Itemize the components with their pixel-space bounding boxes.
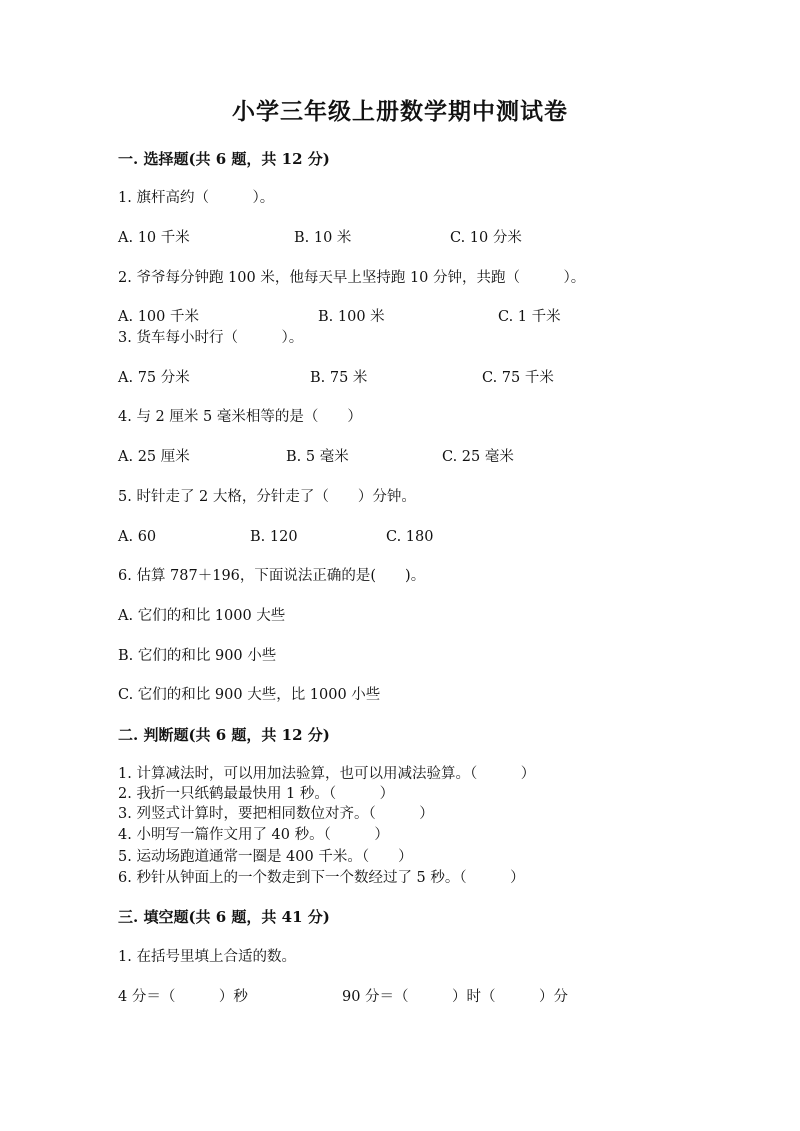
option-c: C. 75 千米 xyxy=(482,370,554,386)
judgment-item-1: 1. 计算减法时，可以用加法验算，也可以用减法验算。（ ） xyxy=(118,766,536,782)
section-heading-fill-blank: 三. 填空题(共 6 题，共 41 分) xyxy=(118,908,330,926)
option-b: B. 75 米 xyxy=(310,370,368,386)
judgment-item-5: 5. 运动场跑道通常一圈是 400 千米。（ ） xyxy=(118,849,413,865)
judgment-item-6: 6. 秒针从钟面上的一个数走到下一个数经过了 5 秒。（ ） xyxy=(118,870,525,886)
judgment-item-2: 2. 我折一只纸鹤最最快用 1 秒。（ ） xyxy=(118,786,395,802)
fill-blank-seconds: 4 分＝（ ）秒 xyxy=(118,989,248,1005)
option-b: B. 5 毫米 xyxy=(286,449,349,465)
option-b: B. 它们的和比 900 小些 xyxy=(118,648,277,664)
question-stem-4: 4. 与 2 厘米 5 毫米相等的是（ ） xyxy=(118,409,362,425)
judgment-item-4: 4. 小明写一篇作文用了 40 秒。（ ） xyxy=(118,827,389,843)
judgment-item-3: 3. 列竖式计算时，要把相同数位对齐。（ ） xyxy=(118,806,434,822)
option-c: C. 180 xyxy=(386,529,434,545)
option-c: C. 1 千米 xyxy=(498,309,561,325)
question-stem-2: 2. 爷爷每分钟跑 100 米，他每天早上坚持跑 10 分钟，共跑（ ）。 xyxy=(118,270,586,286)
fill-blank-hours-minutes: 90 分＝（ ）时（ ）分 xyxy=(342,989,569,1005)
option-b: B. 120 xyxy=(250,529,298,545)
option-a: A. 100 千米 xyxy=(118,309,199,325)
question-stem-fill-1: 1. 在括号里填上合适的数。 xyxy=(118,949,296,965)
option-b: B. 100 米 xyxy=(318,309,385,325)
option-b: B. 10 米 xyxy=(294,230,352,246)
question-stem-6: 6. 估算 787＋196，下面说法正确的是( )。 xyxy=(118,568,426,584)
section-heading-judgment: 二. 判断题(共 6 题，共 12 分) xyxy=(118,726,330,744)
option-a: A. 25 厘米 xyxy=(118,449,190,465)
question-stem-3: 3. 货车每小时行（ ）。 xyxy=(118,330,304,346)
option-a: A. 75 分米 xyxy=(118,370,190,386)
option-c: C. 25 毫米 xyxy=(442,449,514,465)
option-c: C. 10 分米 xyxy=(450,230,522,246)
option-a: A. 60 xyxy=(118,529,157,545)
option-c: C. 它们的和比 900 大些，比 1000 小些 xyxy=(118,687,381,703)
option-a: A. 10 千米 xyxy=(118,230,190,246)
question-stem-1: 1. 旗杆高约（ ）。 xyxy=(118,190,275,206)
section-heading-choice: 一. 选择题(共 6 题，共 12 分) xyxy=(118,150,330,168)
question-stem-5: 5. 时针走了 2 大格，分针走了（ ）分钟。 xyxy=(118,489,416,505)
option-a: A. 它们的和比 1000 大些 xyxy=(118,608,286,624)
page-title: 小学三年级上册数学期中测试卷 xyxy=(232,98,568,125)
